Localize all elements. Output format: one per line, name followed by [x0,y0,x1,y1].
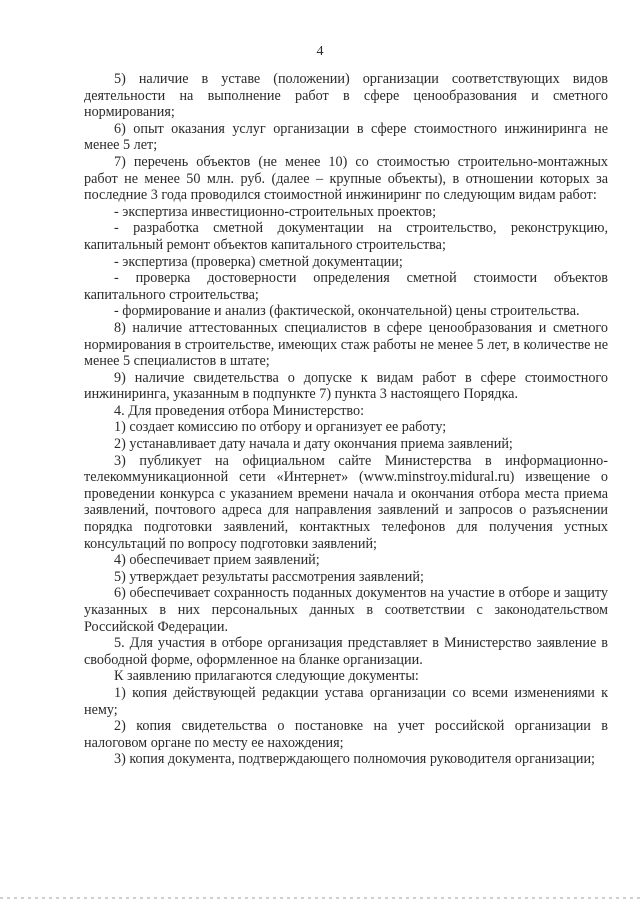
scan-edge [0,897,640,899]
paragraph: 3) копия документа, подтверждающего полномочия руководителя организации; [114,751,595,768]
paragraph: 4) обеспечивает прием заявлений; [114,552,320,569]
paragraph: 7) перечень объектов (не менее 10) со стоимостью строительно-монтажных работ не менее 50 млн. руб. (далее – крупные объекты), в отношении которых за последние 3 года проводился стоимостной инжиниринг по следующим видам работ: [84,153,608,204]
paragraph: 5) наличие в уставе (положении) организации соответствующих видов деятельности на выполнение работ в сфере ценообразования и сметного нормирования; [84,71,608,121]
list-item: - экспертиза инвестиционно-строительных проектов; [114,203,437,220]
list-item: - экспертиза (проверка) сметной документации; [114,253,403,270]
paragraph: 6) обеспечивает сохранность поданных документов на участие в отборе и защиту указанных в них персональных данных в соответствии с законодательством Российской Федерации. [84,585,608,635]
paragraph: 6) опыт оказания услуг организации в сфере стоимостного инжиниринга не менее 5 лет; [84,120,608,154]
paragraph: К заявлению прилагаются следующие документы: [114,668,419,685]
list-item: - разработка сметной документации на строительство, реконструкцию, капитальный ремонт объектов капитального строительства; [84,220,608,253]
paragraph: 1) создает комиссию по отбору и организует ее работу; [114,419,447,436]
list-item: - проверка достоверности определения сметной стоимости объектов капитального строительства; [84,270,608,303]
document-body [84,71,608,768]
paragraph: 8) наличие аттестованных специалистов в сфере ценообразования и сметного нормирования в строительстве, имеющих стаж работы не менее 5 лет, в количестве не менее 5 специалистов в штате; [84,319,608,370]
paragraph: 5) утверждает результаты рассмотрения заявлений; [114,568,424,585]
paragraph: 2) устанавливает дату начала и дату окончания приема заявлений; [114,436,513,453]
list-item: - формирование и анализ (фактической, окончательной) цены строительства. [114,303,580,320]
paragraph: 3) публикует на официальном сайте Министерства в информационно-телекоммуникационной сети «Интернет» (www.minstroy.midural.ru) извещение о проведении конкурса с указанием времени начала и окончания отбора места приема заявлений, почтового адреса для направления заявлений и запросов о разъяснении порядка подготовки заявлений, контактных телефонов для получения устных консультаций по вопросу подготовки заявлений; [84,452,608,552]
paragraph: 9) наличие свидетельства о допуске к видам работ в сфере стоимостного инжиниринга, указанным в подпункте 7) пункта 3 настоящего Порядка. [84,369,608,403]
page-number: 4 [316,44,324,59]
section-heading: 5. Для участия в отборе организация представляет в Министерство заявление в свободной форме, оформленное на бланке организации. [84,635,608,668]
paragraph: 2) копия свидетельства о постановке на учет российской организации в налоговом органе по месту ее нахождения; [84,718,608,751]
paragraph: 1) копия действующей редакции устава организации со всеми изменениями к нему; [84,684,608,718]
section-heading: 4. Для проведения отбора Министерство: [114,402,365,419]
